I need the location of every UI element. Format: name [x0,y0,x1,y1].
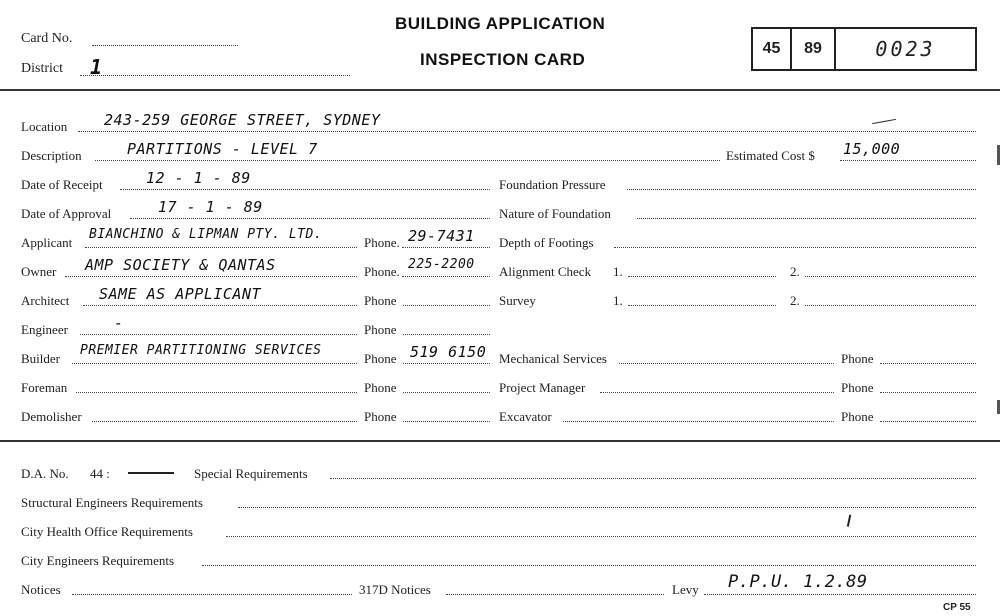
structural-requirements-label: Structural Engineers Requirements [21,495,203,510]
pencil-mark [872,119,896,124]
title-line-2: INSPECTION CARD [420,50,586,69]
card-no-field[interactable] [92,45,238,46]
date-receipt-label: Date of Receipt [21,177,103,192]
description-value: PARTITIONS - LEVEL 7 [127,140,318,158]
district-label: District [21,61,63,76]
health-requirements-field[interactable] [226,536,976,537]
notices-label: Notices [21,582,61,597]
date-approval-value: 17 - 1 - 89 [158,198,263,216]
project-manager-field[interactable] [600,392,834,393]
mechanical-services-phone-field[interactable] [880,363,976,364]
description-label: Description [21,148,82,163]
card-no-label: Card No. [21,31,73,46]
ref-box-2: 89 [792,29,836,69]
project-manager-label: Project Manager [499,380,586,395]
alignment-check-num-1: 1. [613,264,623,279]
description-field[interactable] [95,160,720,161]
foundation-pressure-label: Foundation Pressure [499,177,606,192]
header-divider [0,89,1000,91]
engineer-phone-field[interactable] [403,334,490,335]
alignment-check-num-2: 2. [790,264,800,279]
estimated-cost-value: 15,000 [843,140,901,158]
district-field[interactable] [80,75,350,76]
reference-number-boxes [751,27,977,71]
survey-num-2: 2. [790,293,800,308]
owner-field[interactable] [65,276,357,277]
health-requirements-label: City Health Office Requirements [21,524,193,539]
notices-317d-label: 317D Notices [359,582,431,597]
excavator-field[interactable] [563,421,834,422]
foreman-phone-label: Phone [364,380,397,395]
estimated-cost-field[interactable] [840,160,976,161]
notices-field[interactable] [72,594,352,595]
project-manager-phone-label: Phone [841,380,874,395]
special-requirements-field[interactable] [330,478,976,479]
foreman-phone-field[interactable] [403,392,490,393]
owner-phone-field[interactable] [402,276,490,277]
builder-value: PREMIER PARTITIONING SERVICES [80,343,322,358]
builder-field[interactable] [72,363,357,364]
date-receipt-value: 12 - 1 - 89 [146,169,251,187]
structural-requirements-field[interactable] [238,507,976,508]
mechanical-services-phone-label: Phone [841,351,874,366]
date-approval-field[interactable] [130,218,490,219]
levy-label: Levy [672,582,699,597]
district-value: 1 [90,55,103,79]
applicant-field[interactable] [85,247,357,248]
location-value: 243-259 GEORGE STREET, SYDNEY [104,111,381,129]
da-no-dash [128,472,174,474]
city-engineers-requirements-label: City Engineers Requirements [21,553,175,568]
nature-foundation-field[interactable] [637,218,976,219]
engineer-value: - [114,314,124,332]
middle-divider [0,440,1000,442]
engineer-label: Engineer [21,322,68,337]
depth-footings-field[interactable] [614,247,976,248]
survey-field-2[interactable] [805,305,976,306]
special-requirements-label: Special Requirements [194,466,308,481]
applicant-phone-label: Phone. [364,235,400,250]
owner-label: Owner [21,264,57,279]
ref-box-3: 0023 [875,37,936,61]
project-manager-phone-field[interactable] [880,392,976,393]
survey-num-1: 1. [613,293,623,308]
builder-phone-value: 519 6150 [410,343,487,361]
builder-phone-label: Phone [364,351,397,366]
levy-field[interactable] [704,594,976,595]
date-approval-label: Date of Approval [21,206,112,221]
excavator-label: Excavator [499,409,552,424]
owner-value: AMP SOCIETY & QANTAS [85,256,276,274]
architect-value: SAME AS APPLICANT [99,285,262,303]
alignment-check-field-2[interactable] [805,276,976,277]
survey-label: Survey [499,293,536,308]
demolisher-label: Demolisher [21,409,82,424]
excavator-phone-field[interactable] [880,421,976,422]
title-line-1: BUILDING APPLICATION [395,14,606,33]
architect-field[interactable] [83,305,357,306]
city-engineers-requirements-field[interactable] [202,565,976,566]
applicant-phone-field[interactable] [402,247,490,248]
builder-phone-field[interactable] [403,363,490,364]
survey-field-1[interactable] [628,305,776,306]
architect-phone-field[interactable] [403,305,490,306]
depth-footings-label: Depth of Footings [499,235,594,250]
foreman-field[interactable] [76,392,357,393]
excavator-phone-label: Phone [841,409,874,424]
form-code: CP 55 [943,602,971,613]
location-field[interactable] [78,131,976,132]
architect-phone-label: Phone [364,293,397,308]
location-label: Location [21,119,68,134]
owner-phone-value: 225-2200 [408,257,475,272]
date-receipt-field[interactable] [120,189,490,190]
demolisher-field[interactable] [92,421,357,422]
mechanical-services-label: Mechanical Services [499,351,607,366]
applicant-value: BIANCHINO & LIPMAN PTY. LTD. [89,227,323,242]
engineer-field[interactable] [80,334,357,335]
engineer-phone-label: Phone [364,322,397,337]
architect-label: Architect [21,293,70,308]
levy-value: P.P.U. 1.2.89 [728,572,868,592]
estimated-cost-label: Estimated Cost $ [726,148,815,163]
ref-box-1: 45 [753,29,792,69]
applicant-phone-value: 29-7431 [408,227,475,245]
owner-phone-label: Phone. [364,264,400,279]
alignment-check-label: Alignment Check [499,264,592,279]
nature-foundation-label: Nature of Foundation [499,206,611,221]
da-no-value: 44 : [90,466,110,481]
foundation-pressure-field[interactable] [627,189,976,190]
builder-label: Builder [21,351,60,366]
demolisher-phone-field[interactable] [403,421,490,422]
da-no-label: D.A. No. [21,466,69,481]
alignment-check-field-1[interactable] [628,276,776,277]
foreman-label: Foreman [21,380,68,395]
notices-317d-field[interactable] [446,594,664,595]
applicant-label: Applicant [21,235,73,250]
demolisher-phone-label: Phone [364,409,397,424]
pencil-mark [847,515,854,528]
mechanical-services-field[interactable] [619,363,834,364]
